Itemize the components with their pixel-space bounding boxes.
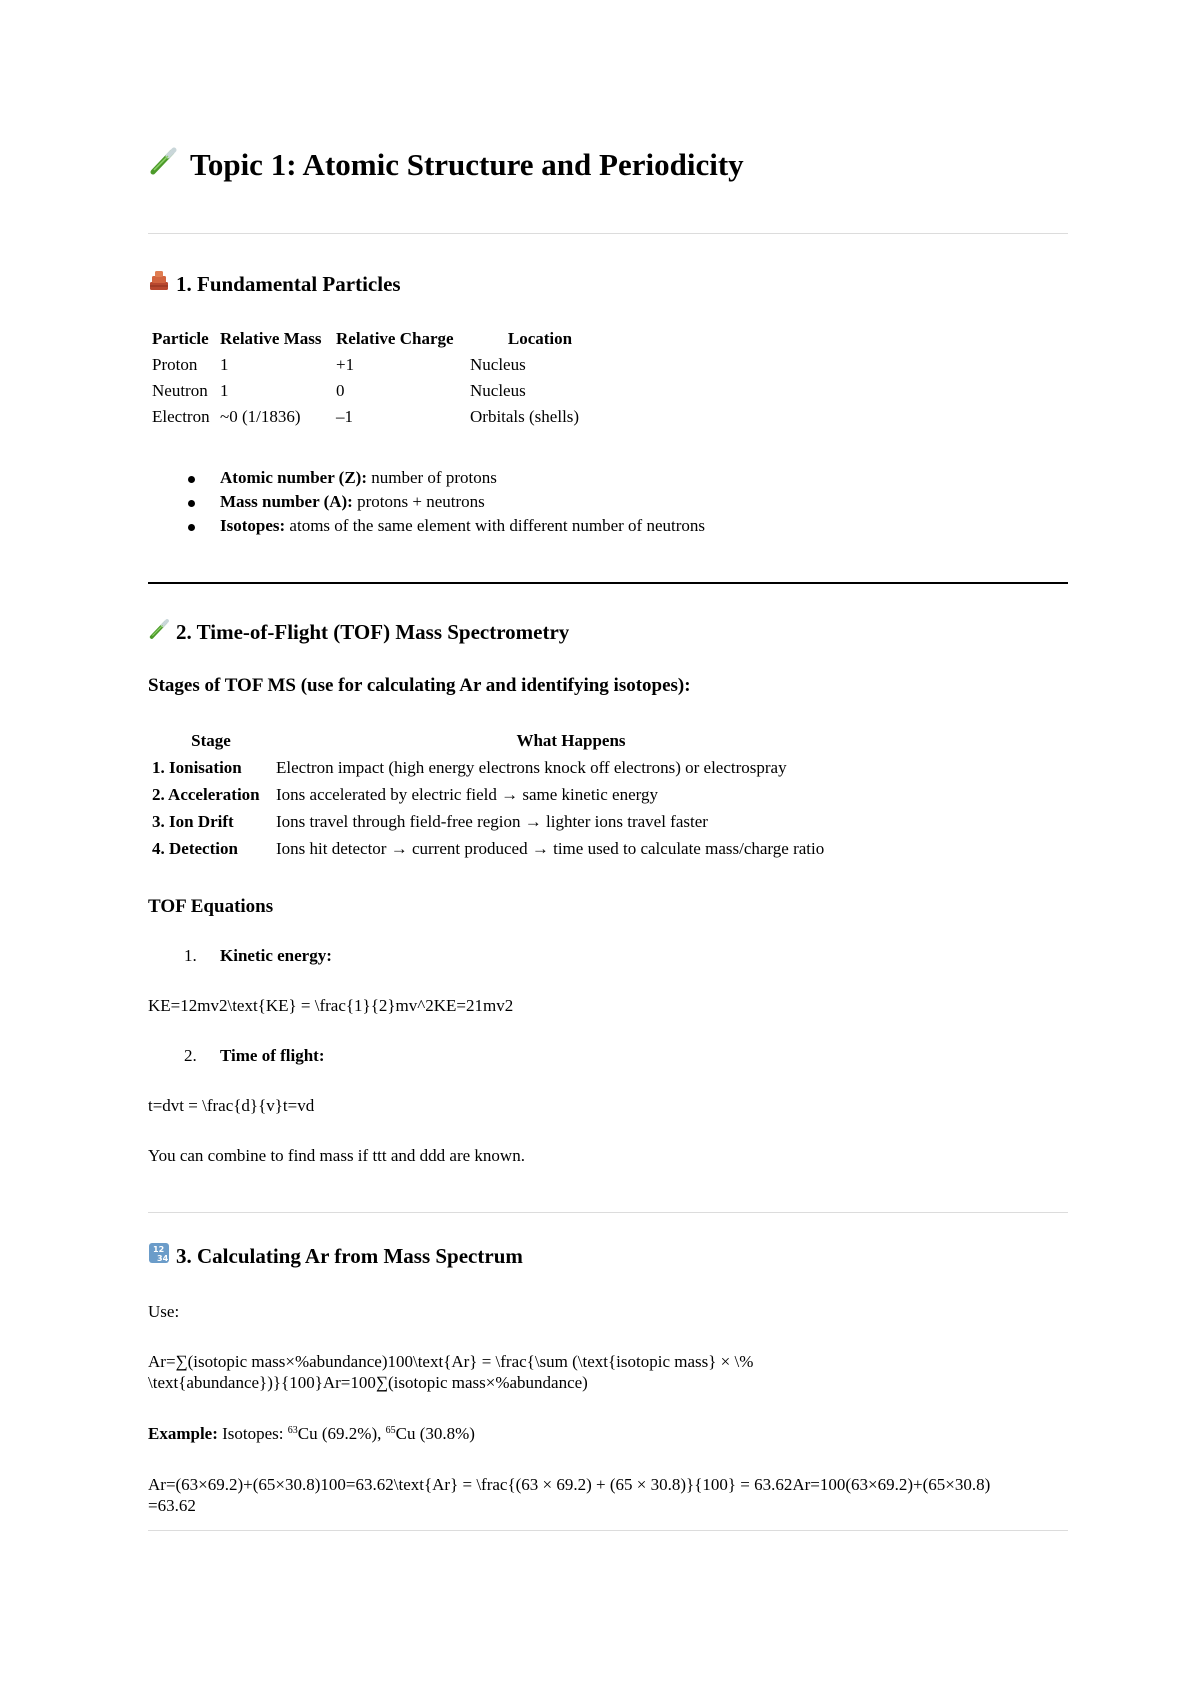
numbers-icon	[148, 1242, 170, 1270]
svg-text:34: 34	[157, 1254, 169, 1263]
table-cell: 4. Detection	[152, 838, 238, 858]
section-2-heading	[148, 618, 569, 646]
table-cell: ~0 (1/1836)	[220, 407, 301, 426]
term: Atomic number (Z):	[220, 468, 367, 487]
stages-intro: Stages of TOF MS (use for calculating Ar and identifying isotopes):	[148, 675, 691, 696]
table-cell: 0	[336, 381, 345, 400]
section-1-heading-text: 1. Fundamental Particles	[176, 271, 401, 296]
definition: atoms of the same element with different number of neutrons	[285, 516, 706, 535]
calculation-line: =63.62	[148, 1496, 196, 1515]
list-item	[188, 492, 705, 516]
column-header: Stage	[191, 730, 231, 750]
table-cell: Orbitals (shells)	[470, 407, 580, 426]
section-3-heading-text: 3. Calculating Ar from Mass Spectrum	[176, 1243, 523, 1268]
calculation-line: Ar=(63×69.2)+(65×30.8)100=63.62\text{Ar} = \frac{(63 × 69.2) + (65 × 30.8)}{100} = 63.62Ar=100(63×69.2)+(65×30.8)	[148, 1475, 991, 1494]
item-label: Kinetic energy:	[220, 946, 332, 965]
mass-number: 63	[287, 1425, 298, 1436]
definition: number of protons	[367, 468, 497, 487]
table-cell: Ions hit detector → current produced → time used to calculate mass/charge ratio	[276, 838, 825, 858]
particles-table	[150, 326, 614, 430]
example-line	[148, 1424, 475, 1444]
table-row	[150, 754, 870, 781]
formula-line: Ar=∑(isotopic mass×%abundance)100\text{Ar} = \frac{\sum (\text{isotopic mass} × \%	[148, 1352, 754, 1371]
table-cell: Neutron	[152, 381, 208, 400]
section-2-heading-text: 2. Time-of-Flight (TOF) Mass Spectrometry	[176, 619, 570, 644]
divider	[148, 1212, 1068, 1213]
table-cell: 3. Ion Drift	[152, 811, 234, 831]
divider	[148, 1530, 1068, 1531]
mass-number: 65	[385, 1425, 396, 1436]
table-cell: Nucleus	[470, 381, 526, 400]
table-cell: 1	[220, 355, 229, 374]
divider	[148, 233, 1068, 234]
table-cell: –1	[336, 407, 353, 426]
column-header: Location	[507, 329, 573, 348]
equation-time-of-flight: t=dvt = \frac{d}{v}t=vd	[148, 1096, 315, 1115]
bricks-icon	[148, 270, 170, 298]
list-item	[188, 468, 705, 492]
table-row	[150, 835, 870, 862]
table-cell: Electron	[152, 407, 210, 426]
list-item	[184, 1046, 325, 1066]
table-row	[150, 404, 614, 430]
term: Isotopes:	[220, 516, 286, 535]
table-cell: Electron impact (high energy electrons knock off electrons) or electrospray	[276, 757, 787, 777]
table-row	[150, 352, 614, 378]
test-tube-icon	[148, 618, 170, 646]
definitions-list	[188, 468, 705, 540]
column-header: Particle	[152, 329, 209, 348]
column-header: What Happens	[516, 730, 626, 750]
list-item	[184, 946, 332, 966]
section-3-heading	[148, 1242, 523, 1270]
column-header: Relative Charge	[336, 329, 454, 348]
tof-stages-table	[150, 727, 870, 862]
table-cell: 1	[220, 381, 229, 400]
list-item	[188, 516, 705, 540]
equation-kinetic-energy: KE=12mv2\text{KE} = \frac{1}{2}mv^2KE=21mv2	[148, 996, 514, 1015]
table-cell: Proton	[152, 355, 198, 374]
table-cell: 1. Ionisation	[152, 757, 242, 777]
table-header-row	[150, 326, 614, 352]
isotope: Cu (69.2%),	[297, 1424, 386, 1443]
table-cell: Ions accelerated by electric field → same kinetic energy	[276, 784, 659, 804]
term: Mass number (A):	[220, 492, 353, 511]
page-title	[148, 146, 744, 184]
test-tube-icon	[148, 146, 178, 184]
table-row	[150, 378, 614, 404]
item-label: Time of flight:	[220, 1046, 325, 1065]
combine-note: You can combine to find mass if ttt and ddd are known.	[148, 1146, 525, 1165]
table-header-row	[150, 727, 870, 754]
svg-text:12: 12	[153, 1245, 165, 1254]
table-row	[150, 781, 870, 808]
table-cell: 2. Acceleration	[152, 784, 260, 804]
definition: protons + neutrons	[352, 492, 485, 511]
equations-heading: TOF Equations	[148, 896, 274, 917]
table-cell: +1	[336, 355, 355, 374]
example-label: Example:	[148, 1424, 218, 1443]
table-row	[150, 808, 870, 835]
item-number: 2.	[184, 1046, 197, 1065]
section-1-heading	[148, 270, 401, 298]
column-header: Relative Mass	[220, 329, 322, 348]
item-number: 1.	[184, 946, 197, 965]
table-cell: Ions travel through field-free region → lighter ions travel faster	[276, 811, 708, 831]
use-label: Use:	[148, 1302, 180, 1321]
example-text: Isotopes:	[217, 1424, 288, 1443]
divider	[148, 582, 1068, 584]
table-cell: Nucleus	[470, 355, 526, 374]
page-title-text: Topic 1: Atomic Structure and Periodicity	[190, 147, 744, 182]
formula-line: \text{abundance})}{100}Ar=100∑(isotopic mass×%abundance)	[148, 1373, 588, 1392]
isotope: Cu (30.8%)	[395, 1424, 475, 1443]
